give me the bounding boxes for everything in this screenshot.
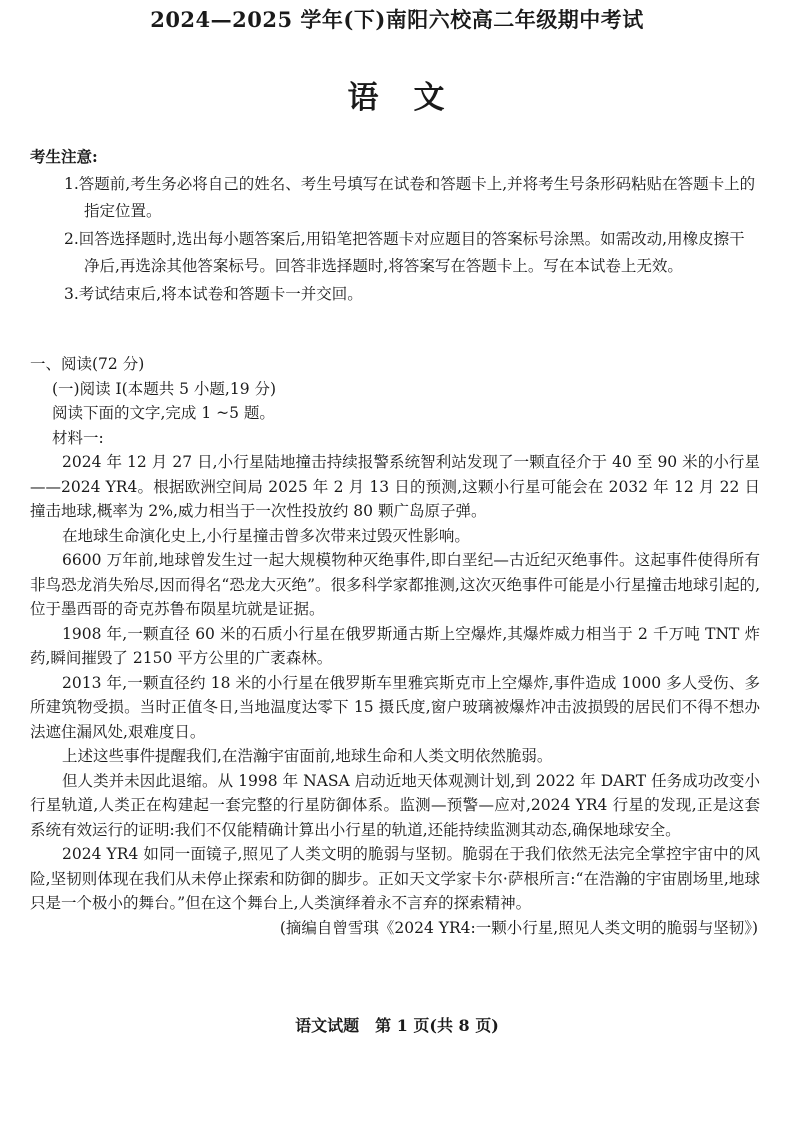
notice-item-1: 1.答题前,考生务必将自己的姓名、考生号填写在试卷和答题卡上,并将考生号条形码粘贴在答题卡上的指定位置。 [64,174,756,220]
subsection-heading: (一)阅读 I(本题共 5 小题,19 分) [52,379,277,398]
reading-instruction: 阅读下面的文字,完成 1 ~5 题。 [52,404,275,422]
paragraph: 上述这些事件提醒我们,在浩瀚宇宙面前,地球生命和人类文明依然脆弱。 [62,747,553,765]
candidate-notice [30,143,760,308]
reading-section [30,352,760,940]
notice-item-2: 2.回答选择题时,选出每小题答案后,用铅笔把答题卡对应题目的答案标号涂黑。如需改动,用橡皮擦干净后,再选涂其他答案标号。回答非选择题时,将答案写在答题卡上。写在本试卷上无效。 [64,229,745,275]
paragraph: 2024 YR4 如同一面镜子,照见了人类文明的脆弱与坚韧。脆弱在于我们依然无法完全掌控宇宙中的风险,坚韧则体现在我们从未停止探索和防御的脚步。正如天文学家卡尔·萨根所言:“在浩瀚的宇宙剧场里,地球只是一个极小的舞台。”但在这个舞台上,人类演绎着永不言弃的探索精神。 [30,845,760,912]
exam-title: 2024—2025 学年(下)南阳六校高二年级期中考试 [150,7,644,32]
subject-title: 语 文 [347,80,447,116]
paragraph: 6600 万年前,地球曾发生过一起大规模物种灭绝事件,即白垩纪—古近纪灭绝事件。这起事件使得所有非鸟恐龙消失殆尽,因而得名“恐龙大灭绝”。很多科学家都推测,这次灭绝事件可能是小行星撞击地球引起的,位于墨西哥的奇克苏鲁布陨星坑就是证据。 [30,551,760,618]
source-citation: (摘编自曾雪琪《2024 YR4:一颗小行星,照见人类文明的脆弱与坚韧》) [279,918,758,937]
paragraph: 但人类并未因此退缩。从 1998 年 NASA 启动近地天体观测计划,到 2022 年 DART 任务成功改变小行星轨道,人类正在构建起一套完整的行星防御体系。监测—预警—应对,2024 YR4 行星的发现,正是这套系统有效运行的证明:我们不仅能精确计算出小行星的轨道,还能持续监测其动态,确保地球安全。 [30,771,760,839]
paragraph: 2024 年 12 月 27 日,小行星陆地撞击持续报警系统智利站发现了一颗直径介于 40 至 90 米的小行星——2024 YR4。根据欧洲空间局 2025 年 2 月 13 日的预测,这颗小行星可能会在 2032 年 12 月 22 日撞击地球,概率为 2%,威力相当于一次性投放约 80 颗广岛原子弹。 [30,453,760,520]
page-footer: 语文试题 第 1 页(共 8 页) [295,1016,499,1035]
material-label: 材料一: [52,428,104,447]
paragraph: 在地球生命演化史上,小行星撞击曾多次带来过毁灭性影响。 [62,526,470,545]
notice-title: 考生注意: [30,147,98,166]
paragraph: 1908 年,一颗直径 60 米的石质小行星在俄罗斯通古斯上空爆炸,其爆炸威力相当于 2 千万吨 TNT 炸药,瞬间摧毁了 2150 平方公里的广袤森林。 [30,624,760,667]
section-heading: 一、阅读(72 分) [30,355,145,373]
paragraph: 2013 年,一颗直径约 18 米的小行星在俄罗斯车里雅宾斯克市上空爆炸,事件造成 1000 多人受伤、多所建筑物受损。当时正值冬日,当地温度达零下 15 摄氏度,窗户玻璃被爆炸冲击波损毁的居民们不得不想办法遮住漏风处,艰难度日。 [30,673,760,741]
notice-item-3: 3.考试结束后,将本试卷和答题卡一并交回。 [64,284,363,303]
